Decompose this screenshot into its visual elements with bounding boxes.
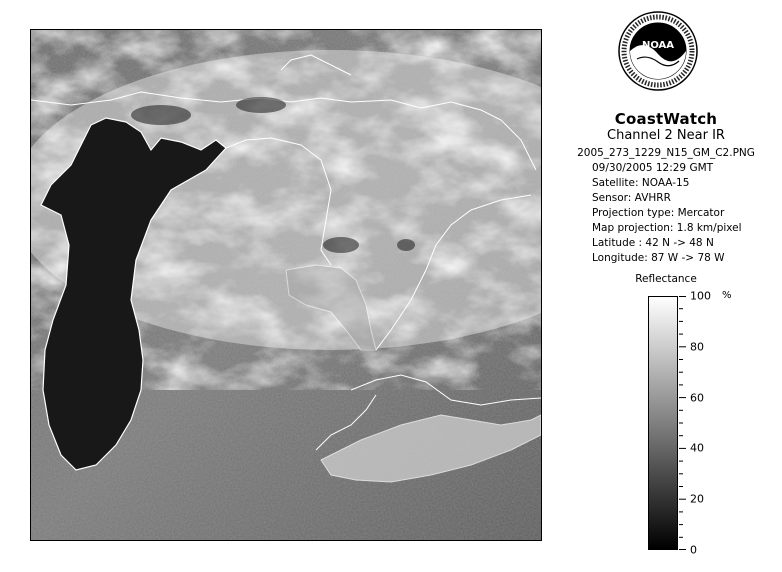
colorbar-tick-label: 60 bbox=[690, 391, 704, 405]
channel-subtitle: Channel 2 Near IR bbox=[607, 128, 725, 143]
satellite-map bbox=[30, 29, 542, 541]
colorbar-axis bbox=[679, 296, 739, 550]
colorbar-tick-label: 20 bbox=[690, 492, 704, 506]
sensor-text: Sensor: AVHRR bbox=[592, 192, 671, 204]
colorbar-tick-label: 0 bbox=[690, 543, 697, 557]
projection-type-text: Projection type: Mercator bbox=[592, 207, 725, 219]
map-projection-text: Map projection: 1.8 km/pixel bbox=[592, 222, 742, 234]
colorbar-title: Reflectance bbox=[635, 273, 697, 285]
metadata-block bbox=[560, 146, 772, 266]
datetime-text: 09/30/2005 12:29 GMT bbox=[592, 162, 714, 174]
longitude-text: Longitude: 87 W -> 78 W bbox=[592, 252, 725, 264]
colorbar-unit: % bbox=[722, 290, 732, 301]
filename-text: 2005_273_1229_N15_GM_C2.PNG bbox=[577, 147, 755, 159]
noaa-logo bbox=[617, 10, 699, 92]
latitude-text: Latitude : 42 N -> 48 N bbox=[592, 237, 714, 249]
colorbar-tick-label: 100 bbox=[690, 289, 711, 303]
product-title: CoastWatch bbox=[614, 110, 718, 128]
colorbar-tick-label: 40 bbox=[690, 441, 704, 455]
satellite-text: Satellite: NOAA-15 bbox=[592, 177, 690, 189]
logo-center-text: NOAA bbox=[641, 40, 675, 51]
colorbar bbox=[648, 296, 678, 550]
colorbar-tick-label: 80 bbox=[690, 340, 704, 354]
map-svg bbox=[31, 30, 541, 540]
